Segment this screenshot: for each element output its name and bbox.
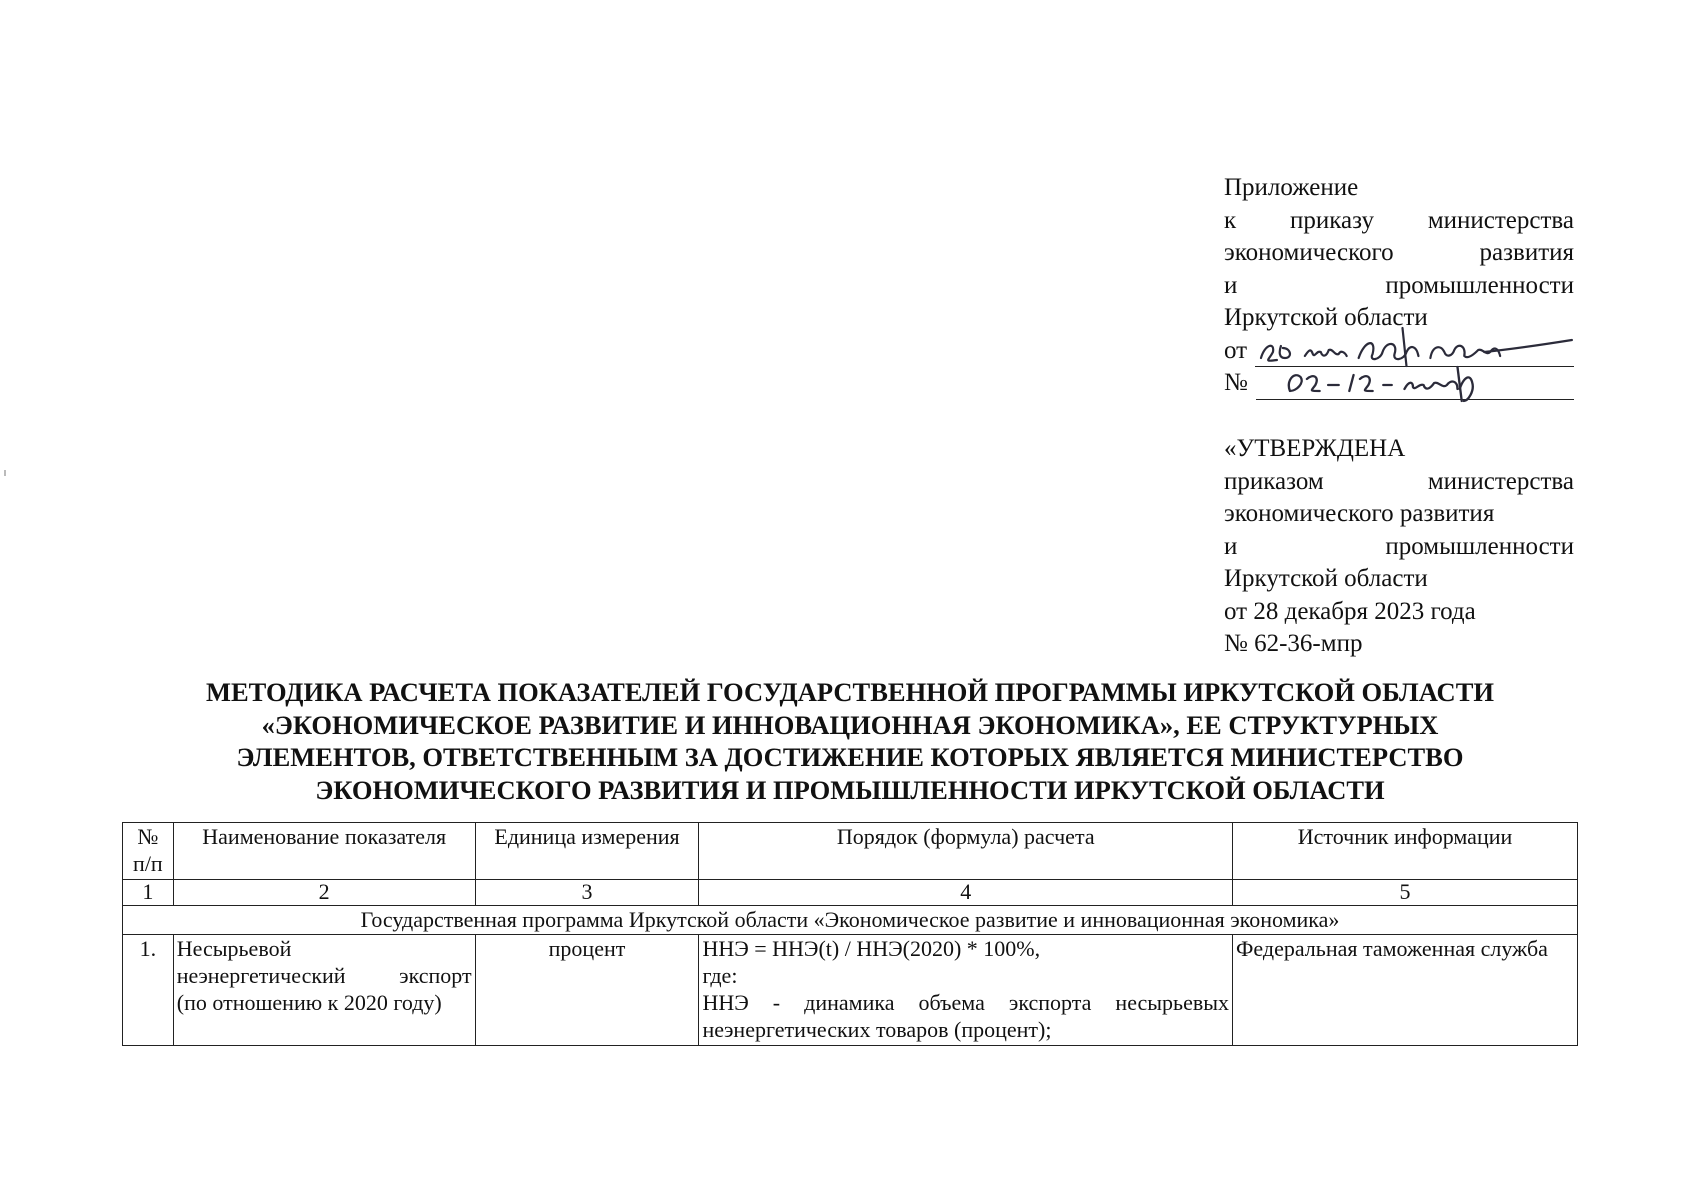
approval-ministry-line2: и промышленности — [1224, 532, 1574, 560]
number-prefix: № — [1224, 369, 1248, 396]
title-line-3: ЭЛЕМЕНТОВ, ОТВЕТСТВЕННЫМ ЗА ДОСТИЖЕНИЕ КОТОРЫХ ЯВЛЯЕТСЯ МИНИСТЕРСТВО — [236, 742, 1464, 772]
table-header-row — [123, 823, 1578, 880]
appendix-number-row — [1224, 367, 1574, 400]
header-formula: Порядок (формула) расчета — [699, 823, 1233, 880]
handwritten-number-ink — [1256, 355, 1574, 403]
title-line-4: ЭКОНОМИЧЕСКОГО РАЗВИТИЯ И ПРОМЫШЛЕННОСТИ ИРКУТСКОЙ ОБЛАСТИ — [315, 774, 1385, 805]
indicator-formula — [699, 935, 1233, 1046]
header-source: Источник информации — [1233, 823, 1578, 880]
document-title — [120, 676, 1580, 806]
indicator-unit: процент — [475, 935, 699, 1046]
approval-region: Иркутской области — [1224, 565, 1428, 592]
header-number — [123, 823, 174, 880]
approval-block — [1224, 433, 1574, 661]
approval-date: от 28 декабря 2023 года — [1224, 597, 1476, 625]
approval-ministry-line1: экономического развития — [1224, 500, 1495, 527]
indicator-name-line: Несырьевой — [176, 936, 292, 961]
handwritten-number — [1256, 369, 1574, 400]
indicator-source: Федеральная таможенная служба — [1233, 935, 1578, 1046]
appendix-header — [1224, 172, 1574, 400]
formula-line: где: — [702, 963, 738, 988]
formula-line: ННЭ = ННЭ(t) / ННЭ(2020) * 100%, — [702, 936, 1041, 961]
indicator-name-line: неэнергетический экспорт — [176, 963, 472, 988]
column-number: 2 — [173, 880, 475, 906]
appendix-label: Приложение — [1224, 174, 1359, 201]
header-number-sign: № — [137, 824, 159, 849]
column-number-row — [123, 880, 1578, 906]
formula-line: ННЭ - динамика объема экспорта несырьевых — [702, 990, 1230, 1015]
approval-label: «УТВЕРЖДЕНА — [1224, 435, 1406, 462]
title-line-2: «ЭКОНОМИЧЕСКОЕ РАЗВИТИЕ И ИННОВАЦИОННАЯ ЭКОНОМИКА», ЕЕ СТРУКТУРНЫХ — [261, 709, 1439, 740]
indicator-name-line: (по отношению к 2020 году) — [176, 990, 442, 1015]
approval-order-ref: приказом министерства — [1224, 467, 1574, 495]
approval-number: № 62-36-мпр — [1224, 630, 1363, 657]
program-title: Государственная программа Иркутской области «Экономическое развитие и инновационная экономика» — [123, 906, 1578, 935]
methodology-table — [122, 822, 1578, 1046]
scan-artifact — [4, 470, 6, 476]
formula-line: неэнергетических товаров (процент); — [702, 1017, 1052, 1042]
column-number: 4 — [699, 880, 1233, 906]
appendix-region: Иркутской области — [1224, 304, 1428, 331]
appendix-ministry-line1: экономического развития — [1224, 239, 1574, 266]
row-number: 1. — [123, 935, 174, 1046]
appendix-order-ref: к приказу министерства — [1224, 206, 1574, 234]
column-number: 3 — [475, 880, 699, 906]
date-prefix: от — [1224, 336, 1248, 364]
indicator-name — [173, 935, 475, 1046]
column-number: 5 — [1233, 880, 1578, 906]
header-unit: Единица измерения — [475, 823, 699, 880]
header-number-abbr: п/п — [133, 851, 163, 876]
header-name: Наименование показателя — [173, 823, 475, 880]
title-line-1: МЕТОДИКА РАСЧЕТА ПОКАЗАТЕЛЕЙ ГОСУДАРСТВЕННОЙ ПРОГРАММЫ ИРКУТСКОЙ ОБЛАСТИ — [206, 677, 1494, 707]
column-number: 1 — [123, 880, 174, 906]
appendix-ministry-line2: и промышленности — [1224, 271, 1574, 299]
table-row — [123, 935, 1578, 1046]
program-row — [123, 906, 1578, 935]
